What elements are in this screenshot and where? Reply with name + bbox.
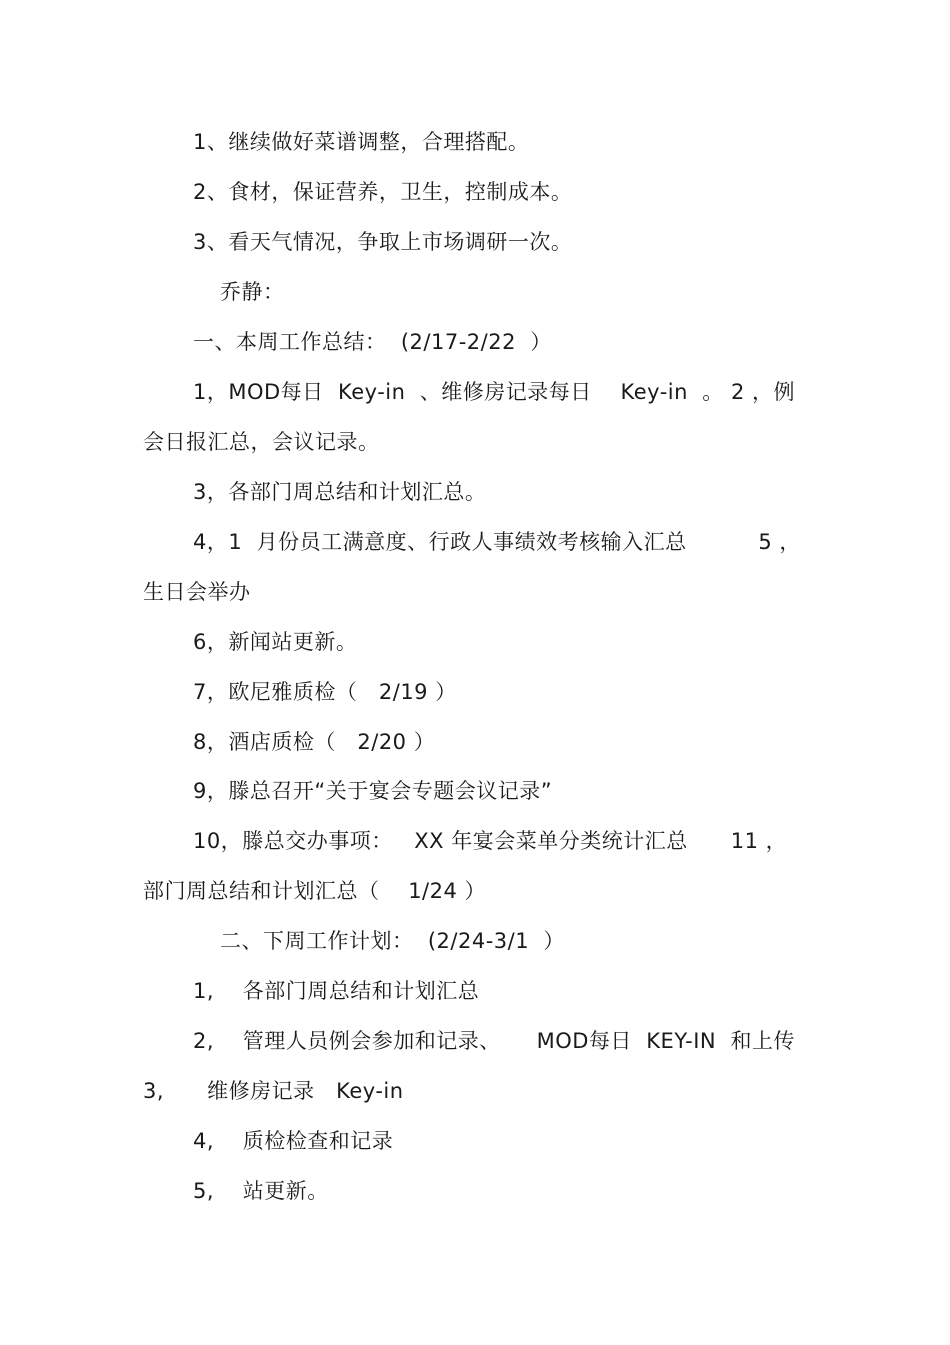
text-line: 2, 管理人员例会参加和记录、 MOD每日 KEY-IN 和上传 xyxy=(193,1029,795,1053)
text-line: 乔静： xyxy=(220,280,285,304)
text-line: 部门周总结和计划汇总（ 1/24 ） xyxy=(143,879,487,903)
text-line: 4, 质检检查和记录 xyxy=(193,1129,394,1153)
text-line: 5, 站更新。 xyxy=(193,1179,329,1203)
text-line: 3, 维修房记录 Key-in xyxy=(143,1079,404,1103)
text-line: 一、本周工作总结： (2/17-2/22 ） xyxy=(193,330,552,354)
text-line: 1, 各部门周总结和计划汇总 xyxy=(193,979,480,1003)
text-line: 9，滕总召开“关于宴会专题会议记录” xyxy=(193,779,553,803)
text-line: 7，欧尼雅质检（ 2/19 ） xyxy=(193,680,457,704)
text-line: 1、继续做好菜谱调整，合理搭配。 xyxy=(193,130,530,154)
text-line: 6，新闻站更新。 xyxy=(193,630,358,654)
text-line: 10，滕总交办事项： XX 年宴会菜单分类统计汇总 11 ， xyxy=(193,829,788,853)
text-line: 3，各部门周总结和计划汇总。 xyxy=(193,480,487,504)
text-line: 8，酒店质检（ 2/20 ） xyxy=(193,730,436,754)
text-line: 2、食材，保证营养，卫生，控制成本。 xyxy=(193,180,573,204)
text-line: 1，MOD每日 Key-in 、维修房记录每日 Key-in 。 2 ，例 xyxy=(193,380,795,404)
text-line: 4，1 月份员工满意度、行政人事绩效考核输入汇总 5 ， xyxy=(193,530,801,554)
text-line: 二、下周工作计划： (2/24-3/1 ） xyxy=(220,929,565,953)
text-line: 会日报汇总，会议记录。 xyxy=(143,430,380,454)
text-line: 生日会举办 xyxy=(143,580,251,604)
text-line: 3、看天气情况，争取上市场调研一次。 xyxy=(193,230,573,254)
